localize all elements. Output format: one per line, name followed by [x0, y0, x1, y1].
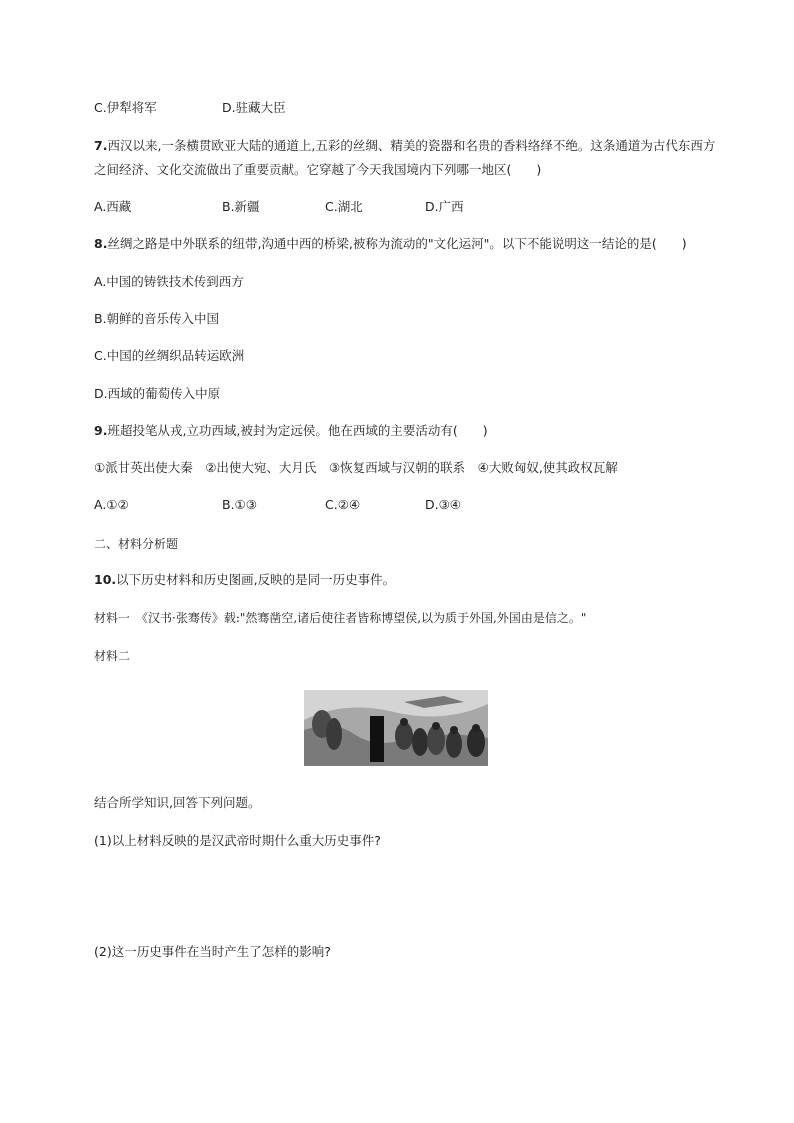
q7-option-b: B.新疆 — [222, 199, 260, 214]
q8-stem — [94, 235, 687, 253]
painting-illustration — [304, 690, 488, 766]
q6-option-c: C.伊犁将军 — [94, 100, 157, 115]
q7-number: 7. — [94, 138, 108, 153]
q9-items: ①派甘英出使大秦 ②出使大宛、大月氏 ③恢复西域与汉朝的联系 ④大败匈奴,使其政权瓦解 — [94, 460, 618, 475]
q10-stem — [94, 571, 395, 589]
q9-stem — [94, 422, 488, 440]
q8-option-a: A.中国的铸铁技术传到西方 — [94, 274, 244, 289]
historical-painting-image — [304, 690, 488, 766]
q9-option-b: B.①③ — [222, 497, 257, 512]
q7-option-c: C.湖北 — [325, 199, 363, 214]
q10-prompt: 结合所学知识,回答下列问题。 — [94, 795, 261, 810]
q9-option-c: C.②④ — [325, 497, 361, 512]
q10-number: 10. — [94, 572, 117, 587]
q9-option-d: D.③④ — [425, 497, 462, 512]
q7-option-a: A.西藏 — [94, 199, 132, 214]
q10-material-2-label: 材料二 — [94, 649, 131, 663]
q8-number: 8. — [94, 236, 108, 251]
q10-text: 以下历史材料和历史图画,反映的是同一历史事件。 — [116, 572, 396, 587]
q7-option-d: D.广西 — [425, 199, 464, 214]
q6-option-d: D.驻藏大臣 — [222, 100, 286, 115]
section-title: 二、材料分析题 — [94, 537, 179, 551]
q9-text: 班超投笔从戎,立功西域,被封为定远侯。他在西域的主要活动有( ) — [107, 423, 488, 438]
q8-option-d: D.西域的葡萄传入中原 — [94, 386, 221, 401]
q10-subquestion-2: (2)这一历史事件在当时产生了怎样的影响? — [94, 944, 331, 959]
q8-text: 丝绸之路是中外联系的纽带,沟通中西的桥梁,被称为流动的"文化运河"。以下不能说明这一结论的是( ) — [107, 236, 687, 251]
q7-stem-line2: 之间经济、文化交流做出了重要贡献。它穿越了今天我国境内下列哪一地区( ) — [94, 162, 542, 177]
q10-subquestion-1: (1)以上材料反映的是汉武帝时期什么重大历史事件? — [94, 833, 381, 848]
q9-number: 9. — [94, 423, 108, 438]
q8-option-c: C.中国的丝绸织品转运欧洲 — [94, 348, 245, 363]
q8-option-b: B.朝鲜的音乐传入中国 — [94, 311, 220, 326]
q10-material-1: 材料一 《汉书·张骞传》载:"然骞凿空,诸后使往者皆称博望侯,以为质于外国,外国由是信之。" — [94, 611, 587, 625]
q9-option-a: A.①② — [94, 497, 129, 512]
q7-text-line1: 西汉以来,一条横贯欧亚大陆的通道上,五彩的丝绸、精美的瓷器和名贵的香料络绎不绝。这条通道为古代东西方 — [107, 138, 716, 153]
q7-stem-line1 — [94, 137, 715, 155]
